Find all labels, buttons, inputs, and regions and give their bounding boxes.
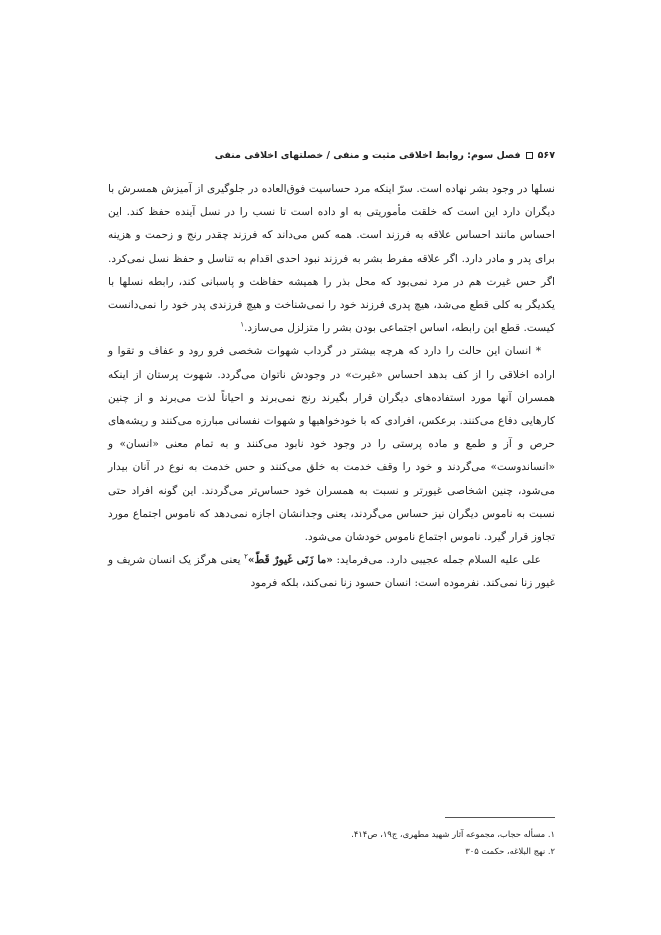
running-header bbox=[108, 150, 555, 161]
paragraph-2: * انسان این حالت را دارد که هرچه بیشتر در گرداب شهوات شخصی فرو رود و عفاف و تقوا و اراده اخلاقی را از کف بدهد احساس «غیرت» در وجودش ناتوان می‌گردد. شهوت پرستان از اینکه همسران آنها مورد استفاده‌های دیگران قرار بگیرند رنج نمی‌برند و احیاناً لذت می‌برند و از چنین کارهایی دفاع می‌کنند. برعکس، افرادی که با خودخواهیها و شهوات نفسانی مبارزه می‌کنند و ریشه‌های حرص و آز و طمع و ماده پرستی را در وجود خود نابود می‌کنند و به تمام معنی «انسان» و «انساندوست» می‌گردند و خود را وقف خدمت به خلق می‌کنند و حس خدمت به نوع در آنان بیدار می‌شود، چنین اشخاصی غیورتر و نسبت به همسران خود حساس‌تر می‌گردند. این گونه افراد حتی نسبت به ناموس دیگران نیز حساس می‌گردند، یعنی وجدانشان اجازه نمی‌دهد که ناموس اجتماع مورد تجاوز قرار گیرد. ناموس اجتماع ناموس خودشان می‌شود. bbox=[108, 345, 555, 544]
footnote-2: ۲. نهج البلاغه، حکمت ۳۰۵ bbox=[465, 846, 555, 856]
footnote-1: ۱. مسأله حجاب، مجموعه آثار شهید مطهری، ج۱۹، ص۴۱۴. bbox=[351, 829, 555, 839]
square-ornament-icon bbox=[526, 152, 533, 159]
footnote-ref-2: ۲ bbox=[244, 552, 248, 561]
footnote-ref-1: ۱ bbox=[240, 320, 245, 329]
footnote-divider bbox=[445, 817, 555, 818]
paragraph-1-text: نسلها در وجود بشر نهاده است. سرّ اینکه مرد حساسیت فوق‌العاده در جلوگیری از آمیزش همسرش با دیگران دارد این است که خلقت مأموریتی به او داده است تا نسب را در نسل آینده حفظ کند. این احساس مانند احساس علاقه به فرزند است. همه کس می‌داند که فرزند چقدر رنج و زحمت و هزینه برای پدر و مادر دارد. اگر علاقه مفرط بشر به فرزند نبود احدی اقدام به تناسل و حفظ نسل نمی‌کرد. اگر حس غیرت هم در مرد نمی‌بود که محل بذر را همیشه حفاظت و پاسبانی کند، رابطه نسلها با یکدیگر به کلی قطع می‌شد، هیچ پدری فرزند خود را نمی‌شناخت و هیچ فرزندی پدر خود را نمی‌دانست کیست. قطع این رابطه، اساس اجتماعی بودن بشر را متزلزل می‌سازد. bbox=[108, 183, 555, 335]
body-text bbox=[108, 178, 555, 596]
paragraph-3 bbox=[108, 549, 555, 595]
page-number: ۵۶۷ bbox=[537, 150, 555, 161]
chapter-title: فصل سوم: روابط اخلاقی مثبت و منفی / خصلتهای اخلاقی منفی bbox=[214, 150, 521, 161]
paragraph-3-rest: یعنی هرگز یک انسان شریف و غیور زنا نمی‌کند. نفرموده است: انسان حسود زنا نمی‌کند، بلکه فرمود bbox=[108, 554, 555, 590]
footnotes bbox=[108, 826, 555, 860]
paragraph-1 bbox=[108, 178, 555, 340]
hadith-quote: «ما زَنَى غَيورٌ قَطّ» bbox=[247, 554, 333, 567]
paragraph-3-lead: علی علیه السلام جمله عجیبی دارد. می‌فرماید: bbox=[332, 554, 542, 567]
